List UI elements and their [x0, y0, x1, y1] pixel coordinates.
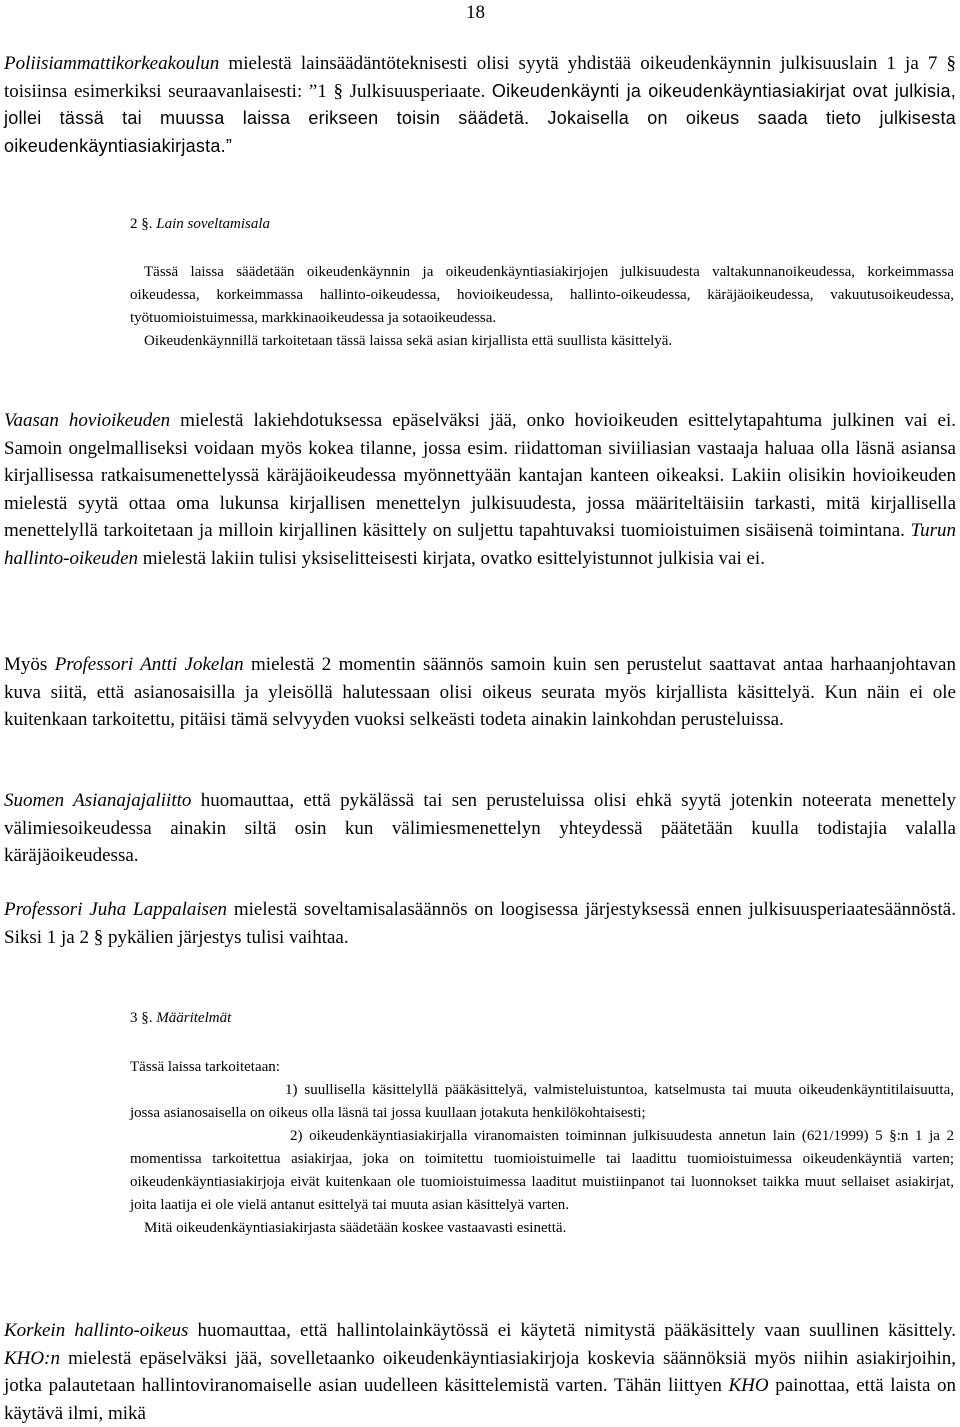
korkein-author: Korkein hallinto-oikeus — [4, 1320, 189, 1341]
korkein-text — [4, 1317, 956, 1427]
section-3-item-1: 1) suullisella käsittelyllä pääkäsittelyä, valmisteluistuntoa, katselmusta tai muuta oikeudenkäyntitilaisuutta, jossa asianosaisella on oikeus olla läsnä tai jossa kuullaan jotakuta henkilökohtaisesti; — [130, 1082, 954, 1121]
section-3-item-2: 2) oikeudenkäyntiasiakirjalla viranomaisten toiminnan julkisuudesta annetun lain (621/1999) 5 §:n 1 ja 2 momentissa tarkoitettua asiakirjaa, joka on toimitettu tuomioistuimelle tai laadittu tuomioistuimessa oikeudenkäyntiä varten; oikeudenkäyntiasiakirjoja eivät kuitenkaan ole tuomioistuimessa laaditut muistiinpanot tai luonnokset taikka muut sellaiset asiakirjat, joita laatija ei ole vielä antanut esittelyä tai muuta asian käsittelyä varten. — [130, 1128, 954, 1213]
section-2-number: 2 §. — [130, 216, 157, 232]
kho-name-1: KHO:n — [4, 1347, 60, 1369]
lappalainen-body: mielestä soveltamisalasäännös on loogisessa järjestyksessä ennen julkisuusperiaatesäännöstä. Siksi 1 ja 2 § pykälien järjestys tulisi vaihtaa. — [4, 899, 956, 948]
kho-name-2: KHO — [728, 1375, 769, 1396]
lappalainen-paragraph — [4, 896, 956, 951]
vaasan-author: Vaasan hovioikeuden — [4, 410, 171, 431]
jokela-author: Professori Antti Jokelan — [54, 654, 244, 675]
section-2-paragraph-1: Tässä laissa säädetään oikeudenkäynnin ja oikeudenkäyntiasiakirjojen julkisuudesta valtakunnanoikeudessa, korkeimmassa oikeudessa, korkeimmassa hallinto-oikeudessa, hovioikeudessa, hallinto-oikeudessa, käräjäoikeudessa, vakuutusoikeudessa, työtuomioistuimessa, markkinaoikeudessa ja sotaoikeudessa. — [130, 264, 954, 326]
section-2-heading — [130, 216, 270, 233]
section-3-body — [130, 1056, 954, 1240]
jokela-paragraph — [4, 651, 956, 734]
jokela-prefix: Myös — [4, 654, 55, 675]
section-3-title: Määritelmät — [156, 1010, 232, 1026]
section-3-heading — [130, 1010, 231, 1027]
asianajajaliitto-paragraph — [4, 787, 956, 870]
korkein-paragraph — [4, 1317, 956, 1427]
lappalainen-author: Professori Juha Lappalaisen — [4, 899, 228, 920]
korkein-text-2: mielestä epäselväksi jää, sovelletaanko oikeudenkäyntiasiakirjoja koskevia säännöksiä myös niihin asiakirjoihin, jotka palautetaan hallintoviranomaiselle asian uudelleen käsittelemistä varten. Tähän liittyen — [4, 1347, 956, 1396]
section-2-paragraph-2: Oikeudenkäynnillä tarkoitetaan tässä laissa sekä asian kirjallista että suullista käsittelyä. — [144, 333, 673, 349]
section-3-number: 3 §. — [130, 1010, 157, 1026]
lappalainen-text — [4, 896, 956, 951]
vaasan-text-2: mielestä lakiin tulisi yksiselitteisesti kirjata, ovatko esittelyistunnot julkisia vai ei. — [138, 547, 765, 569]
jokela-body: mielestä 2 momentin säännös samoin kuin sen perustelut saattavat antaa harhaanjohtavan kuva siitä, että asianosaisilla ja yleisöllä halutessaan olisi oikeus seurata myös kirjallista käsittelyä. Kun näin ei ole kuitenkaan tarkoitettu, pitäisi tämä selvyyden vuoksi selkeästi todeta ainakin lainkohdan perusteluissa. — [4, 654, 956, 730]
jokela-text — [4, 651, 956, 734]
korkein-text-3: painottaa, että laista on käytävä ilmi, mikä — [4, 1375, 957, 1424]
intro-quote: Oikeudenkäynti ja oikeudenkäyntiasiakirjat ovat julkisia, jollei tässä tai muussa laissa erikseen toisin säädetä. Jokaisella on oikeus saada tieto julkisesta oikeudenkäyntiasiakirjasta.” — [4, 80, 956, 156]
intro-text — [4, 50, 956, 160]
intro-author: Poliisiammattikorkeakoulun — [4, 53, 220, 74]
vaasan-text-1: mielestä lakiehdotuksessa epäselväksi jää, onko hovioikeuden esittelytapahtuma julkinen vai ei. Samoin ongelmalliseksi voidaan myös kokea tilanne, jossa esim. riidattoman siviiliasian vastaaja haluaa olla läsnä asiansa kirjallisessa ratkaisumenettelyssä käräjäoikeudessa myönnettyään kantajan kanteen oikeaksi. Lakiin olisikin hovioikeuden mielestä syytä ottaa oma lukunsa kirjallisen menettelyn julkisuudesta, jossa määriteltäisiin tarkasti, mitä kirjallisella menettelyllä tarkoitetaan ja milloin kirjallinen käsittely on suljettu tapahtuvaksi tuomioistuimen sisäisenä toimintana. — [4, 410, 956, 541]
section-3-intro: Tässä laissa tarkoitetaan: — [130, 1059, 280, 1075]
korkein-text-1: huomauttaa, että hallintolainkäytössä ei käytetä nimitystä pääkäsittely vaan suullinen käsittely. — [188, 1320, 956, 1341]
section-2-body — [130, 261, 954, 353]
page-number: 18 — [466, 2, 485, 23]
turun-author: Turun hallinto-oikeuden — [4, 520, 956, 569]
asianajajaliitto-author: Suomen Asianajajaliitto — [4, 790, 192, 811]
vaasan-paragraph — [4, 407, 956, 572]
asianajajaliitto-text — [4, 787, 956, 870]
section-3-closing: Mitä oikeudenkäyntiasiakirjasta säädetään koskee vastaavasti esinettä. — [144, 1220, 567, 1236]
intro-paragraph — [4, 50, 956, 160]
asianajajaliitto-body: huomauttaa, että pykälässä tai sen perusteluissa olisi ehkä syytä jotenkin noteerata menettely välimiesoikeudessa ainakin siltä osin kun välimiesmenettelyn yhteydessä päätetään kuulla todistajia valalla käräjäoikeudessa. — [4, 790, 956, 866]
vaasan-text — [4, 407, 956, 572]
section-2-title: Lain soveltamisala — [156, 216, 271, 232]
intro-text-part-1: mielestä lainsäädäntöteknisesti olisi syytä yhdistää oikeudenkäynnin julkisuuslain 1 ja 7 § toisiinsa esimerkiksi seuraavanlaisesti: ”1 § Julkisuusperiaate. — [4, 53, 956, 102]
